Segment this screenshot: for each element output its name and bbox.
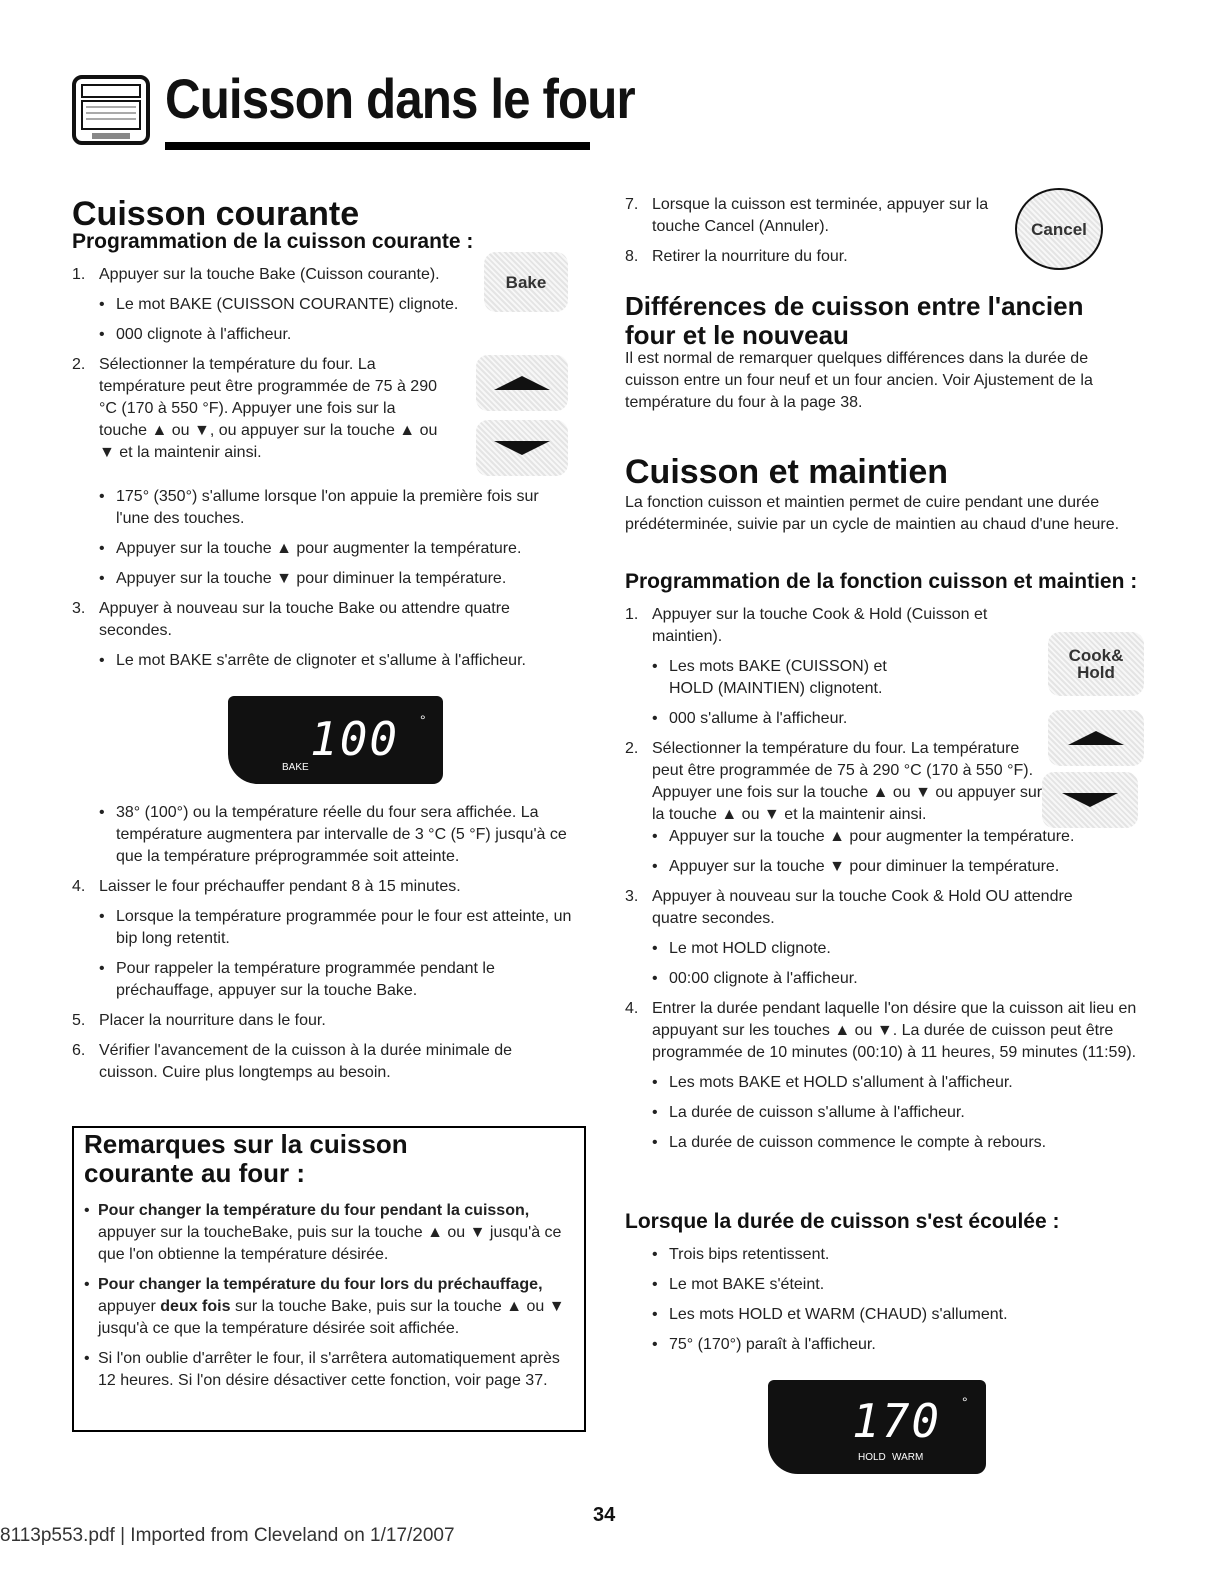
diff-title: Différences de cuisson entre l'ancien four et le nouveau xyxy=(625,291,1084,350)
step-2: 2. Sélectionner la température du four. La température peut être programmée de 75 à 290 °C (170 à 550 °F). Appuyer une fois sur la touche ▲ ou ▼ ou appuyer sur la touche ▲ ou ▼ et la maintenir ainsi. xyxy=(625,740,1043,823)
step-1: 1. Appuyer sur la touche Bake (Cuisson courante). xyxy=(72,266,440,283)
left-steps-1 xyxy=(72,256,472,464)
arrow-up-icon xyxy=(494,376,550,390)
list-item: • Le mot BAKE s'éteint. xyxy=(625,1274,1125,1296)
remarks-title: Remarques sur la cuisson courante au four : xyxy=(84,1129,408,1188)
list-item: • Pour rappeler la température programmée pendant le préchauffage, appuyer sur la touche Bake. xyxy=(72,958,572,1002)
arrow-down-icon xyxy=(494,441,550,455)
list-item: • 000 clignote à l'afficheur. xyxy=(72,324,472,346)
subtitle-programmation: Programmation de la cuisson courante : xyxy=(72,230,474,253)
list-item: • 175° (350°) s'allume lorsque l'on appuie la première fois sur l'une des touches. xyxy=(72,486,572,530)
left-steps-2 xyxy=(72,478,572,672)
remarks-list xyxy=(80,1192,576,1392)
list-item: • Pour changer la température du four lors du préchauffage, appuyer deux fois sur la touche Bake, puis sur la touche ▲ ou ▼ jusqu'à ce que la température désirée soit affichée. xyxy=(80,1274,576,1340)
cook-hold-key: Cook& Hold xyxy=(1048,632,1144,696)
right-steps-7-8 xyxy=(625,186,995,268)
right-steps-3-4 xyxy=(625,818,1145,1154)
right-steps-1-2 xyxy=(625,596,1055,826)
oven-display-hold-warm: 170 ° HOLD WARM xyxy=(768,1380,986,1474)
title-rule xyxy=(165,142,590,150)
up-arrow-key xyxy=(1048,710,1144,766)
elapsed-title: Lorsque la durée de cuisson s'est écoulée : xyxy=(625,1210,1060,1233)
oven-display-bake: 100 ° BAKE xyxy=(228,696,443,784)
section-title-cuisson-courante: Cuisson courante xyxy=(72,195,360,233)
list-item: • Appuyer sur la touche ▲ pour augmenter la température. xyxy=(72,538,572,560)
arrow-up-icon xyxy=(1068,731,1124,745)
list-item: • 38° (100°) ou la température réelle du four sera affichée. La température augmentera par intervalle de 3 °C (5 °F) jusqu'à ce que la température préprogrammée soit atteinte. xyxy=(72,802,572,868)
page-title: Cuisson dans le four xyxy=(165,67,635,130)
step-6: 6. Vérifier l'avancement de la cuisson à la durée minimale de cuisson. Cuire plus longtemps au besoin. xyxy=(72,1042,513,1081)
step-1: 1. Appuyer sur la touche Cook & Hold (Cuisson et maintien). xyxy=(625,606,988,645)
list-item: • Les mots BAKE (CUISSON) et HOLD (MAINTIEN) clignotent. xyxy=(625,656,929,700)
hold-intro: La fonction cuisson et maintien permet de cuire pendant une durée prédéterminée, suivie par un cycle de maintien au chaud d'une heure. xyxy=(625,494,1120,533)
oven-icon xyxy=(72,75,150,145)
section-title-cuisson-maintien: Cuisson et maintien xyxy=(625,453,949,491)
list-item: • 000 s'allume à l'afficheur. xyxy=(625,708,1055,730)
list-item: • Appuyer sur la touche ▼ pour diminuer la température. xyxy=(72,568,572,590)
step-4: 4. Entrer la durée pendant laquelle l'on désire que la cuisson ait lieu en appuyant sur les touches ▲ ou ▼. La durée de cuisson peut être programmée de 10 minutes (00:10) à 11 heures, 59 minutes (11:59). xyxy=(625,1000,1137,1061)
list-item: • Les mots BAKE et HOLD s'allument à l'afficheur. xyxy=(625,1072,1145,1094)
list-item: • Pour changer la température du four pendant la cuisson, appuyer sur la toucheBake, puis sur la touche ▲ ou ▼ jusqu'à ce que l'on obtienne la température désirée. xyxy=(80,1200,576,1266)
left-steps-3 xyxy=(72,794,572,1084)
list-item: • 75° (170°) paraît à l'afficheur. xyxy=(625,1334,1125,1356)
diff-text: Il est normal de remarquer quelques différences dans la durée de cuisson entre un four neuf et un four ancien. Voir Ajustement de la température du four à la page 38. xyxy=(625,350,1093,411)
remarks-box xyxy=(72,1126,586,1432)
bake-key: Bake xyxy=(484,252,568,312)
step-3: 3. Appuyer à nouveau sur la touche Cook & Hold OU attendre quatre secondes. xyxy=(625,888,1073,927)
step-4: 4. Laisser le four préchauffer pendant 8 à 15 minutes. xyxy=(72,878,461,895)
hold-subtitle: Programmation de la fonction cuisson et maintien : xyxy=(625,570,1138,593)
step-3: 3. Appuyer à nouveau sur la touche Bake ou attendre quatre secondes. xyxy=(72,600,510,639)
step-7: 7. Lorsque la cuisson est terminée, appuyer sur la touche Cancel (Annuler). xyxy=(625,196,989,235)
list-item: • Lorsque la température programmée pour le four est atteinte, un bip long retentit. xyxy=(72,906,572,950)
elapsed-list xyxy=(625,1236,1125,1356)
list-item: • Appuyer sur la touche ▼ pour diminuer la température. xyxy=(625,856,1145,878)
step-8: 8. Retirer la nourriture du four. xyxy=(625,248,848,265)
step-2: 2. Sélectionner la température du four. La température peut être programmée de 75 à 290 °C (170 à 550 °F). Appuyer une fois sur la touche ▲ ou ▼, ou appuyer sur la touche ▲ ou ▼ et la maintenir ainsi. xyxy=(72,356,438,461)
list-item: • Le mot HOLD clignote. xyxy=(625,938,1145,960)
list-item: • Trois bips retentissent. xyxy=(625,1244,1125,1266)
list-item: • Si l'on oublie d'arrêter le four, il s'arrêtera automatiquement après 12 heures. Si l'on désire désactiver cette fonction, voir page 37. xyxy=(80,1348,576,1392)
step-5: 5. Placer la nourriture dans le four. xyxy=(72,1012,326,1029)
arrow-down-icon xyxy=(1062,793,1118,807)
up-arrow-key xyxy=(476,355,568,411)
cancel-key: Cancel xyxy=(1015,188,1103,270)
down-arrow-key xyxy=(476,420,568,476)
list-item: • Les mots HOLD et WARM (CHAUD) s'allument. xyxy=(625,1304,1125,1326)
list-item: • Appuyer sur la touche ▲ pour augmenter la température. xyxy=(625,826,1145,848)
list-item: • 00:00 clignote à l'afficheur. xyxy=(625,968,1145,990)
list-item: • Le mot BAKE (CUISSON COURANTE) clignote. xyxy=(72,294,472,316)
list-item: • La durée de cuisson commence le compte à rebours. xyxy=(625,1132,1145,1154)
list-item: • Le mot BAKE s'arrête de clignoter et s'allume à l'afficheur. xyxy=(72,650,572,672)
footer-text: 8113p553.pdf | Imported from Cleveland on 1/17/2007 xyxy=(0,1525,455,1546)
list-item: • La durée de cuisson s'allume à l'afficheur. xyxy=(625,1102,1145,1124)
page-number: 34 xyxy=(593,1504,616,1526)
